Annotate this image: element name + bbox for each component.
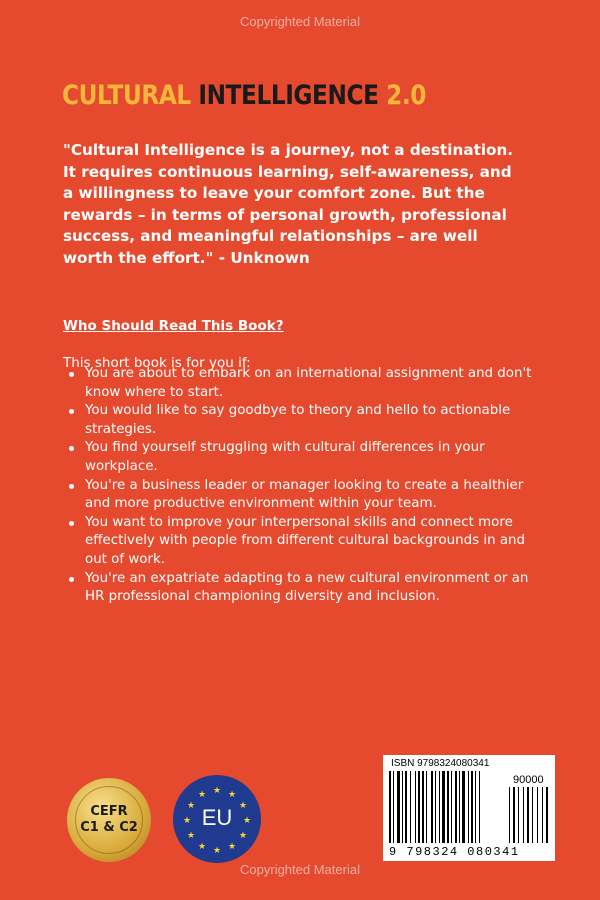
eu-star-icon: ★ — [212, 786, 222, 796]
isbn-barcode — [383, 755, 555, 861]
list-item-text: You're a business leader or manager looking to create a healthier and more productive environment within your team. — [85, 477, 524, 512]
list-item — [63, 514, 533, 570]
quote-text: "Cultural Intelligence is a journey, not a destination. It requires continuous learning, self-awareness, and a willingness to leave your comfort zone. But the rewards – in terms of personal growth, professional success, and meaningful relationships – are well worth the effort." - Unknown — [63, 141, 514, 267]
list-item — [63, 570, 533, 607]
eu-badge — [173, 775, 261, 863]
list-item-text: You're an expatriate adapting to a new cultural environment or an HR professional championing diversity and inclusion. — [85, 570, 529, 605]
eu-star-icon: ★ — [227, 841, 237, 852]
book-title — [62, 80, 426, 111]
eu-star-icon: ★ — [197, 790, 207, 801]
intro-text: This short book is for you if: — [63, 355, 251, 371]
eu-star-icon: ★ — [238, 801, 248, 811]
list-item-text: You want to improve your interpersonal skills and connect more effectively with people from different cultural backgrounds in and out of work. — [85, 514, 526, 567]
copyright-watermark-top: Copyrighted Material — [240, 14, 360, 29]
eu-star-icon: ★ — [197, 841, 207, 852]
bullet-icon — [69, 484, 74, 489]
eu-star-icon: ★ — [186, 801, 196, 811]
list-item-text: You find yourself struggling with cultural differences in your workplace. — [85, 440, 485, 474]
eu-star-icon: ★ — [238, 831, 248, 841]
isbn-label: ISBN 9798324080341 — [391, 758, 490, 769]
bullet-icon — [69, 446, 74, 451]
eu-star-icon: ★ — [186, 831, 196, 841]
cefr-badge — [67, 778, 151, 862]
copyright-watermark-bottom: Copyrighted Material — [240, 862, 360, 877]
list-item — [63, 402, 533, 439]
bullet-icon — [69, 409, 74, 414]
list-item — [63, 439, 533, 476]
eu-star-icon: ★ — [182, 816, 192, 826]
bullet-icon — [69, 577, 74, 582]
section-heading: Who Should Read This Book? — [63, 318, 284, 334]
list-item-text: You are about to embark on an international assignment and don't know where to start. — [85, 366, 532, 400]
eu-badge-label: EU — [201, 805, 233, 830]
eu-star-icon: ★ — [242, 816, 252, 826]
list-item-text: You would like to say goodbye to theory and hello to actionable strategies. — [85, 403, 511, 437]
bullet-icon — [69, 372, 74, 377]
title-word-version: 2.0 — [386, 80, 427, 111]
title-word-intelligence: INTELLIGENCE — [198, 80, 379, 111]
cefr-badge-line2: C1 & C2 — [80, 820, 138, 835]
eu-star-icon: ★ — [212, 846, 222, 856]
bullet-icon — [69, 521, 74, 526]
barcode-digits: 9 798324 080341 — [389, 845, 520, 859]
eu-star-icon: ★ — [227, 790, 237, 801]
price-code: 90000 — [513, 774, 544, 786]
audience-list — [63, 365, 533, 607]
list-item — [63, 477, 533, 514]
cefr-badge-line1: CEFR — [90, 804, 128, 819]
list-item — [63, 365, 533, 402]
title-word-cultural: CULTURAL — [62, 80, 191, 111]
